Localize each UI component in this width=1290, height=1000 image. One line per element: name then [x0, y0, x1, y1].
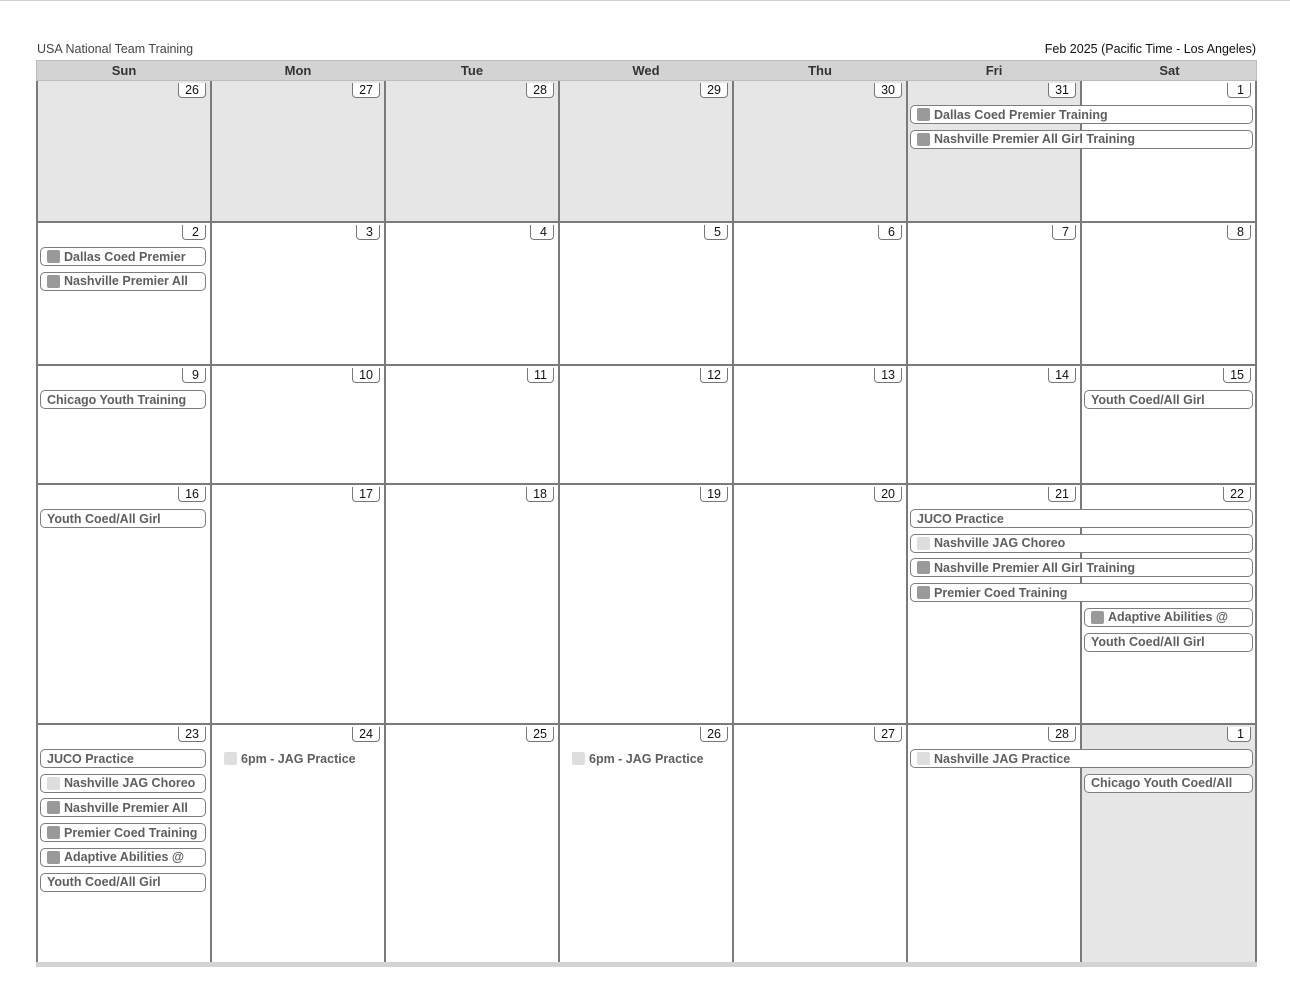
day-number[interactable]: 10	[352, 368, 380, 383]
event-chip[interactable]	[40, 873, 206, 892]
calendar-weeks	[36, 81, 1257, 965]
day-cell[interactable]	[210, 485, 384, 723]
calendar-color-swatch-icon	[47, 250, 60, 263]
top-divider	[0, 0, 1290, 1]
day-number[interactable]: 1	[1227, 727, 1251, 742]
day-cell[interactable]	[36, 223, 210, 364]
day-number[interactable]: 30	[874, 83, 902, 98]
day-number[interactable]: 12	[700, 368, 728, 383]
event-chip[interactable]	[1084, 774, 1253, 793]
day-cell[interactable]	[36, 81, 210, 221]
month-calendar	[36, 60, 1257, 965]
calendar-date-range: Feb 2025 (Pacific Time - Los Angeles)	[1044, 42, 1256, 56]
event-label: Nashville JAG Choreo	[934, 536, 1066, 551]
day-number[interactable]: 15	[1223, 368, 1251, 383]
calendar-color-swatch-icon	[47, 275, 60, 288]
event-label: Youth Coed/All Girl	[47, 875, 161, 889]
event-label: 6pm - JAG Practice	[589, 751, 704, 766]
event-chip[interactable]	[910, 583, 1253, 602]
day-number[interactable]: 8	[1227, 225, 1251, 240]
event-label: Premier Coed Training	[64, 825, 198, 840]
event-chip[interactable]	[910, 558, 1253, 577]
day-number[interactable]: 2	[182, 225, 206, 240]
event-chip[interactable]	[40, 798, 206, 817]
event-label: Chicago Youth Coed/All	[1091, 776, 1233, 791]
event-label: Dallas Coed Premier	[64, 249, 186, 264]
event-chip[interactable]	[40, 390, 206, 409]
day-cell[interactable]	[906, 81, 1080, 221]
day-number[interactable]: 7	[1052, 225, 1076, 240]
event-chip[interactable]	[1084, 390, 1253, 409]
day-cell[interactable]	[732, 81, 906, 221]
event-chip[interactable]	[910, 509, 1253, 528]
day-cell[interactable]	[36, 366, 210, 483]
day-number[interactable]: 29	[700, 83, 728, 98]
event-chip[interactable]	[910, 105, 1253, 124]
day-cell[interactable]	[732, 485, 906, 723]
event-label: Chicago Youth Training	[47, 392, 187, 407]
calendar-color-swatch-icon	[917, 133, 930, 146]
day-number[interactable]: 16	[178, 487, 206, 502]
event-chip[interactable]	[1084, 633, 1253, 652]
dow-wed: Wed	[632, 63, 660, 78]
event-label: Nashville Premier All Girl Training	[934, 132, 1135, 147]
day-cell[interactable]	[906, 366, 1080, 483]
event-chip[interactable]	[562, 749, 728, 768]
event-label: Nashville JAG Practice	[934, 751, 1071, 766]
dow-sun: Sun	[111, 63, 137, 78]
calendar-color-swatch-icon	[917, 537, 930, 550]
day-number[interactable]: 3	[356, 225, 380, 240]
day-number[interactable]: 24	[352, 727, 380, 742]
event-label: Nashville Premier All	[64, 274, 188, 289]
day-number[interactable]: 1	[1227, 83, 1251, 98]
event-label: JUCO Practice	[47, 751, 134, 766]
day-number[interactable]: 11	[527, 368, 554, 383]
event-chip[interactable]	[214, 749, 380, 768]
event-chip[interactable]	[40, 774, 206, 793]
calendar-color-swatch-icon	[572, 752, 585, 765]
day-number[interactable]: 27	[352, 83, 380, 98]
day-number[interactable]: 31	[1048, 83, 1076, 98]
calendar-color-swatch-icon	[917, 752, 930, 765]
day-cell[interactable]	[384, 223, 558, 364]
dow-thu: Thu	[808, 63, 832, 78]
day-cell[interactable]	[384, 366, 558, 483]
event-label: Youth Coed/All Girl	[1091, 635, 1205, 649]
day-cell[interactable]	[732, 366, 906, 483]
day-cell[interactable]	[384, 485, 558, 723]
day-number[interactable]: 5	[704, 225, 728, 240]
event-label: Adaptive Abilities @	[1108, 610, 1229, 625]
day-number[interactable]: 9	[182, 368, 206, 383]
event-chip[interactable]	[910, 130, 1253, 149]
day-number[interactable]: 21	[1048, 487, 1076, 502]
day-number[interactable]: 26	[700, 727, 728, 742]
event-label: 6pm - JAG Practice	[241, 751, 356, 766]
week-row	[36, 485, 1257, 725]
event-chip[interactable]	[1084, 608, 1253, 627]
day-cell[interactable]	[210, 81, 384, 221]
day-cell[interactable]	[558, 485, 732, 723]
day-cell[interactable]	[384, 81, 558, 221]
day-number[interactable]: 6	[878, 225, 902, 240]
day-number[interactable]: 28	[1048, 727, 1076, 742]
week-row	[36, 223, 1257, 366]
dow-mon: Mon	[284, 63, 312, 78]
day-cell[interactable]	[732, 725, 906, 963]
event-label: Adaptive Abilities @	[64, 850, 185, 865]
event-label: Youth Coed/All Girl	[47, 511, 161, 526]
event-label: Nashville Premier All	[64, 800, 188, 815]
day-of-week-header	[36, 60, 1257, 81]
day-cell[interactable]	[558, 223, 732, 364]
day-cell[interactable]	[1080, 223, 1257, 364]
day-number[interactable]: 18	[526, 487, 554, 502]
event-chip[interactable]	[40, 272, 206, 291]
day-number[interactable]: 19	[700, 487, 728, 502]
calendar-color-swatch-icon	[917, 108, 930, 121]
event-chip[interactable]	[40, 749, 206, 768]
day-number[interactable]: 4	[530, 225, 554, 240]
calendar-color-swatch-icon	[47, 801, 60, 814]
calendar-color-swatch-icon	[47, 777, 60, 790]
week-row	[36, 366, 1257, 485]
day-cell[interactable]	[210, 366, 384, 483]
event-chip[interactable]	[40, 823, 206, 842]
calendar-title: USA National Team Training	[37, 42, 194, 56]
day-cell[interactable]	[210, 223, 384, 364]
event-label: Dallas Coed Premier Training	[934, 107, 1108, 122]
day-number[interactable]: 25	[526, 727, 554, 742]
calendar-color-swatch-icon	[47, 826, 60, 839]
week-row	[36, 725, 1257, 965]
day-number[interactable]: 17	[352, 487, 380, 502]
event-chip[interactable]	[910, 749, 1253, 768]
day-cell[interactable]	[906, 223, 1080, 364]
day-cell[interactable]	[1080, 366, 1257, 483]
day-number[interactable]: 26	[178, 83, 206, 98]
dow-sat: Sat	[1159, 63, 1180, 78]
day-number[interactable]: 14	[1048, 368, 1076, 383]
day-cell[interactable]	[732, 223, 906, 364]
calendar-color-swatch-icon	[1091, 611, 1104, 624]
calendar-color-swatch-icon	[47, 851, 60, 864]
calendar-footer-bar	[36, 962, 1257, 967]
event-label: Youth Coed/All Girl	[1091, 392, 1205, 407]
event-label: Nashville JAG Choreo	[64, 776, 196, 791]
day-number[interactable]: 28	[526, 83, 554, 98]
day-number[interactable]: 20	[874, 487, 902, 502]
dow-fri: Fri	[985, 63, 1003, 78]
day-cell[interactable]	[558, 366, 732, 483]
day-number[interactable]: 13	[874, 368, 902, 383]
event-chip[interactable]	[40, 848, 206, 867]
event-label: Premier Coed Training	[934, 585, 1068, 600]
event-chip[interactable]	[40, 509, 206, 528]
event-chip[interactable]	[40, 247, 206, 266]
dow-tue: Tue	[460, 63, 484, 78]
day-cell[interactable]	[384, 725, 558, 963]
day-number[interactable]: 23	[178, 727, 206, 742]
day-cell[interactable]	[558, 81, 732, 221]
week-row	[36, 81, 1257, 223]
event-label: Nashville Premier All Girl Training	[934, 560, 1135, 575]
event-label: JUCO Practice	[917, 511, 1004, 526]
day-cell[interactable]	[1080, 81, 1257, 221]
calendar-color-swatch-icon	[917, 586, 930, 599]
day-number[interactable]: 27	[874, 727, 902, 742]
day-number[interactable]: 22	[1223, 487, 1251, 502]
event-chip[interactable]	[910, 534, 1253, 553]
calendar-color-swatch-icon	[224, 752, 237, 765]
calendar-color-swatch-icon	[917, 561, 930, 574]
